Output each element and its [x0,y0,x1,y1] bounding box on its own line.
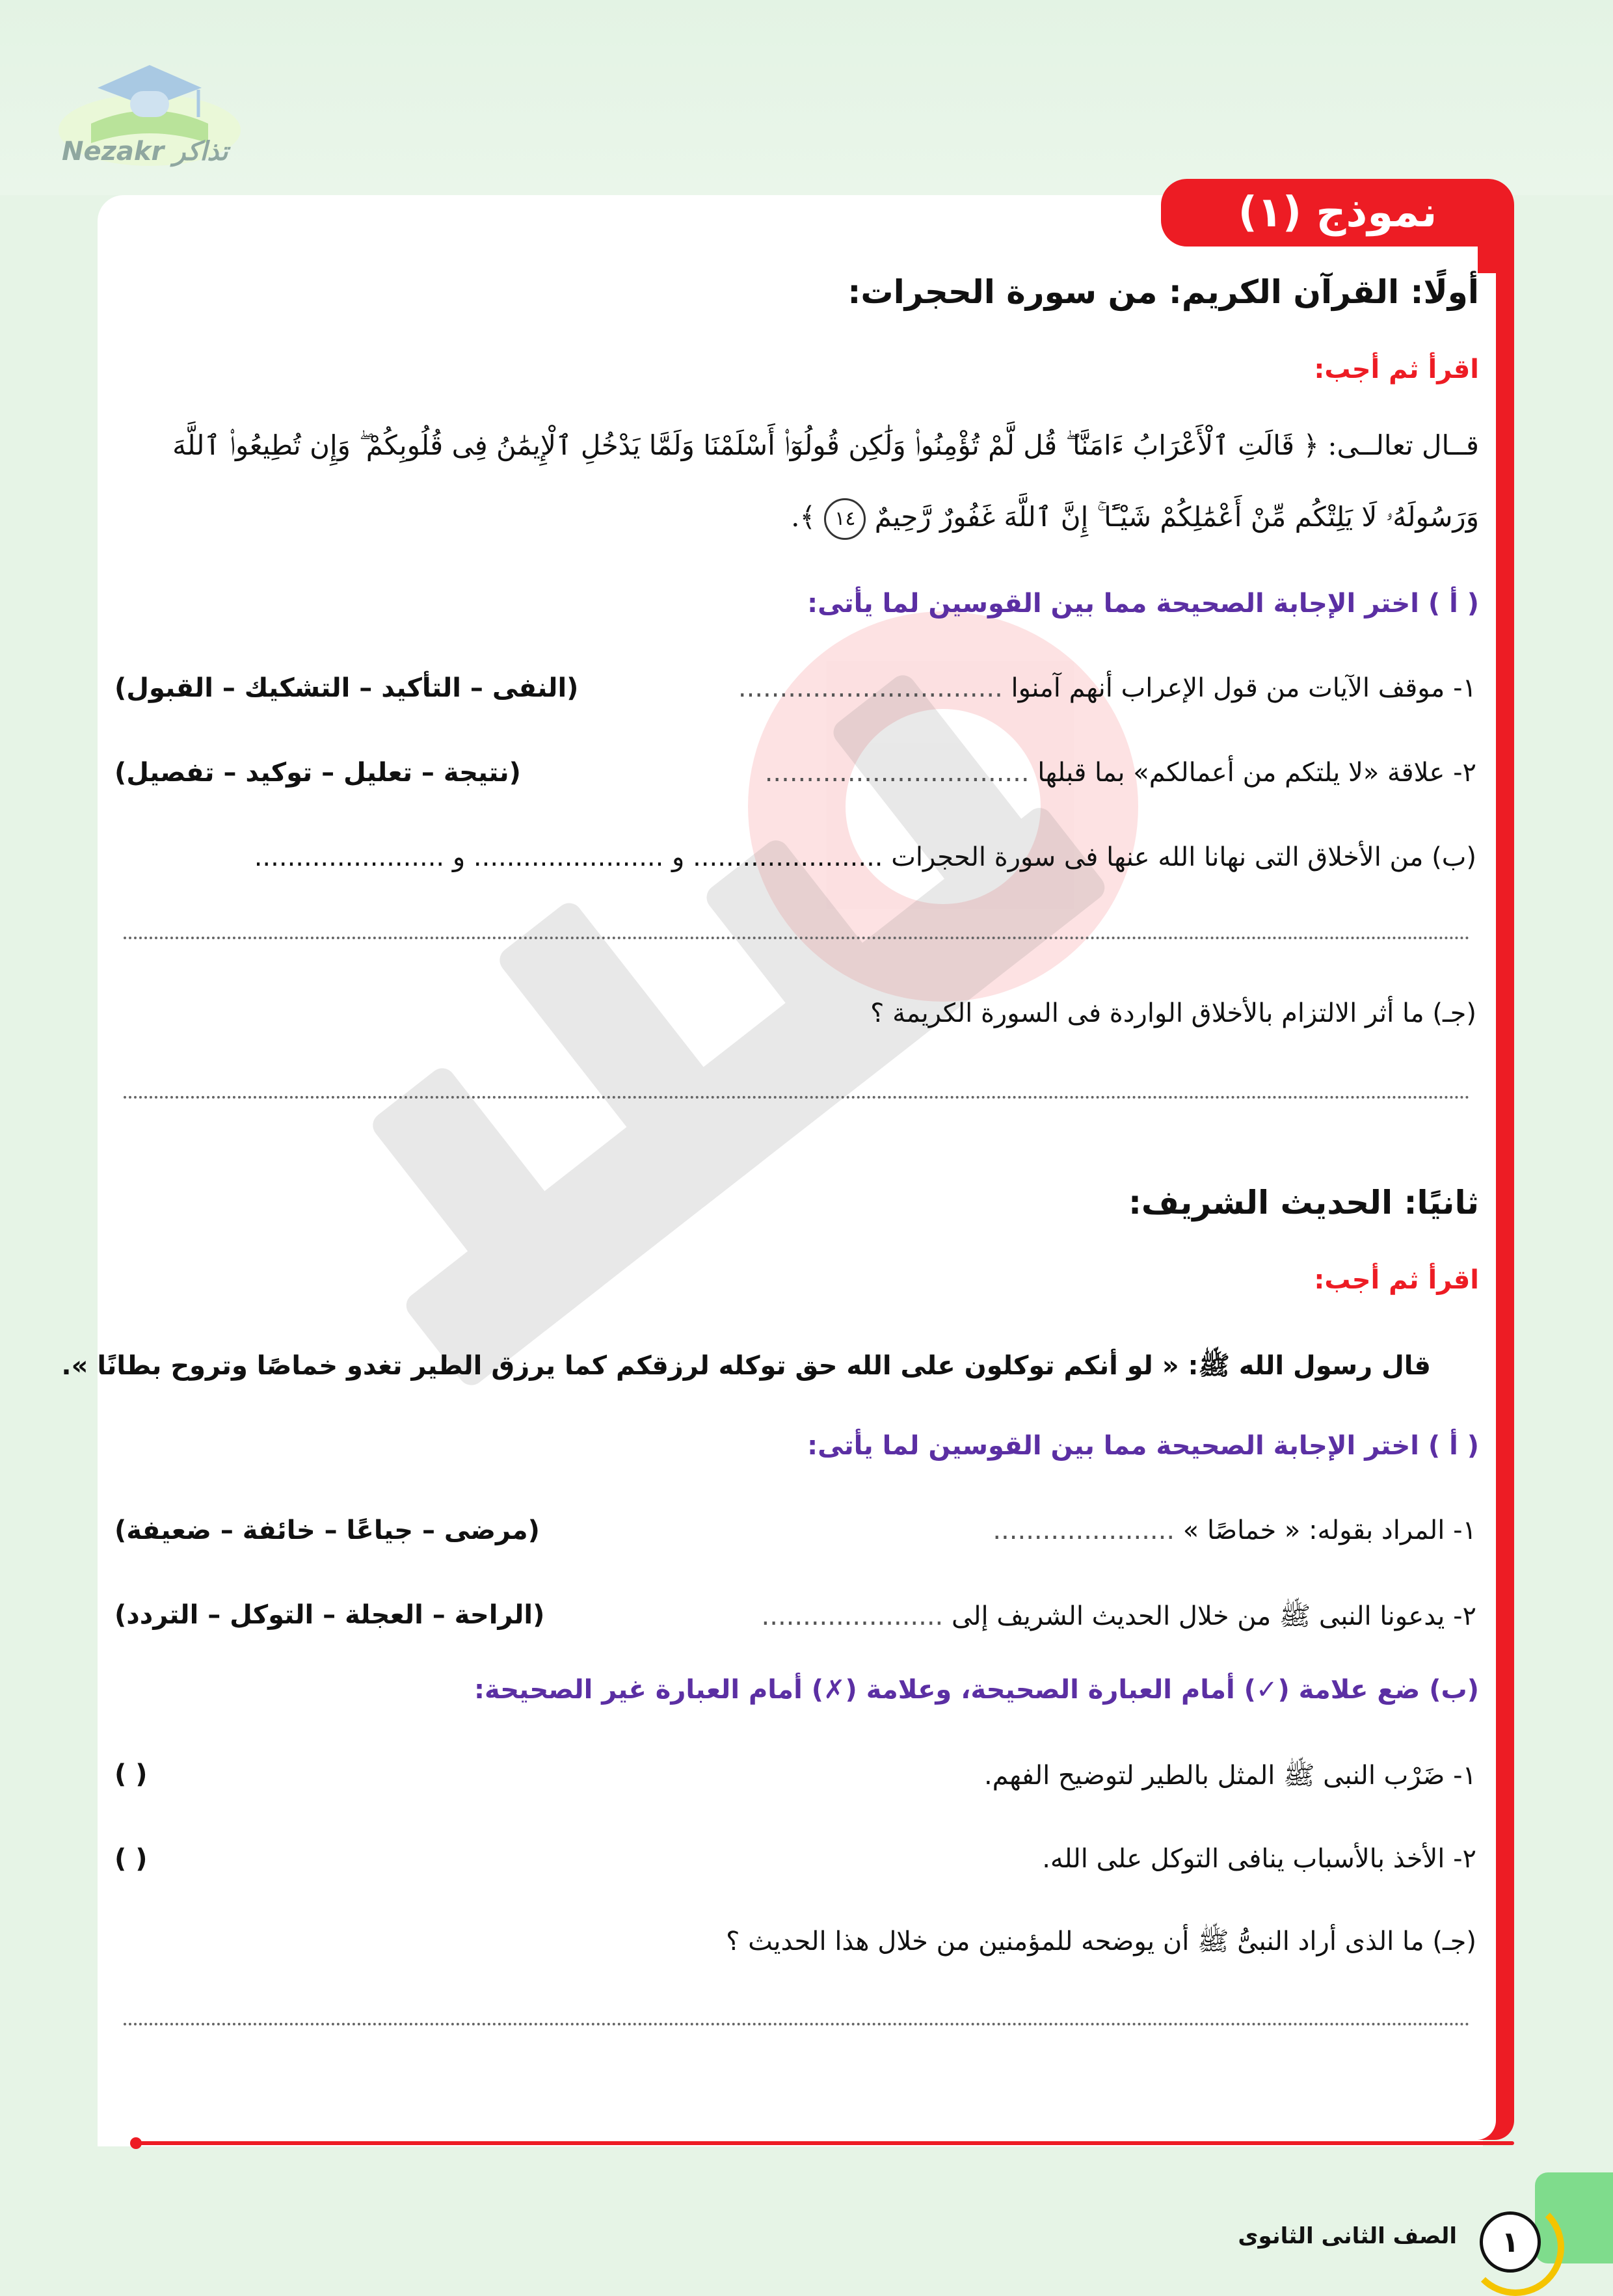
logo-text: Nezakr تذاكر [62,137,228,167]
section1-question-b[interactable]: (ب) من الأخلاق التى نهانا الله عنها فى سورة الحجرات ....................... و ....................... و ....................... [254,842,1476,872]
section2-question-a: ( أ ) اختر الإجابة الصحيحة مما بين القوسين لما يأتى: [807,1431,1479,1461]
s1-item-2-options: (نتيجة – تعليل – توكيد – تفصيل) [114,758,521,788]
s1-item-1-options: (النفى – التأكيد – التشكيك – القبول) [114,673,579,703]
bottom-divider-dot [130,2137,142,2149]
s2-item-1-options: (مرضى – جياعًا – خائفة – ضعيفة) [114,1515,540,1545]
quran-verse [139,410,1479,553]
section1-heading: أولًا: القرآن الكريم: من سورة الحجرات: [847,273,1479,311]
section2-instruction: اقرأ ثم أجب: [1314,1265,1479,1295]
page-title: نموذج (١) [1161,179,1514,247]
s1-item-1 [738,673,1476,703]
hadith-text: قال رسول الله ﷺ: « لو أنكم توكلون على الله حق توكله لرزقكم كما يرزق الطير تغدو خماصًا وتروح بطانًا ». [61,1351,1431,1381]
s2-item-1-text: ١- المراد بقوله: « خماصًا » [1182,1515,1476,1545]
answer-line[interactable] [124,937,1470,939]
tf-item-1-box[interactable]: ( ) [114,1759,148,1789]
section2-question-b: (ب) ضع علامة (✓) أمام العبارة الصحيحة، وعلامة (✗) أمام العبارة غير الصحيحة: [473,1675,1479,1705]
page-number: ١ [1480,2211,1541,2273]
s1-item-1-text: ١- موقف الآيات من قول الإعراب أنهم آمنوا [1011,673,1476,703]
s1-item-2-blank[interactable]: ................................ [764,758,1030,788]
verse-close: ﴾. [791,501,816,533]
section1-question-a: ( أ ) اختر الإجابة الصحيحة مما بين القوسين لما يأتى: [807,589,1479,619]
answer-line[interactable] [124,2023,1470,2025]
s1-item-2-text: ٢- علاقة «لا يلتكم من أعمالكم» بما قبلها [1037,758,1476,788]
section2-question-c: (جـ) ما الذى أراد النبىُّ ﷺ أن يوضحه للمؤمنين من خلال هذا الحديث ؟ [726,1927,1476,1956]
s2-item-2 [762,1600,1476,1638]
verse-number: ١٤ [824,498,866,540]
verse-line1: قــال تعالــى: ﴿ قَالَتِ ٱلْأَعْرَابُ ءَامَنَّا ۖ قُل لَّمْ تُؤْمِنُوا۟ وَلَٰكِن قُولُوٓا۟ أَسْلَمْنَا وَلَمَّا يَدْخُلِ ٱلْإِيمَٰنُ فِى قُلُوبِكُمْ ۖ وَإِن تُطِيعُوا۟ ٱللَّهَ وَرَسُولَهُۥ لَا [172,429,1479,533]
s1-item-1-blank[interactable]: ................................ [738,673,1003,703]
s2-item-1-blank[interactable]: ...................... [993,1515,1175,1545]
s2-item-2-text: ٢- يدعونا النبى ﷺ من خلال الحديث الشريف إلى [951,1601,1476,1631]
s2-item-1 [993,1515,1476,1545]
s1-item-2 [765,758,1476,788]
answer-line[interactable] [124,1096,1470,1099]
verse-line2: يَلِتْكُم مِّنْ أَعْمَٰلِكُمْ شَيْـًٔا ۚ إِنَّ ٱللَّهَ غَفُورٌ رَّحِيمٌ [874,501,1353,533]
section1-instruction: اقرأ ثم أجب: [1314,354,1479,384]
s2-item-2-blank[interactable]: ...................... [761,1601,944,1631]
tf-item-2-text: ٢- الأخذ بالأسباب ينافى التوكل على الله. [1042,1844,1476,1874]
s2-item-2-options: (الراحة – العجلة – التوكل – التردد) [114,1600,545,1630]
section1-question-c: (جـ) ما أثر الالتزام بالأخلاق الواردة فى السورة الكريمة ؟ [870,998,1476,1028]
bottom-divider [135,2141,1514,2145]
tf-item-1-text: ١- ضَرْب النبى ﷺ المثل بالطير لتوضيح الفهم. [983,1761,1476,1791]
tf-item-2-box[interactable]: ( ) [114,1844,148,1874]
grade-label: الصف الثانى الثانوى [1238,2223,1457,2249]
section2-heading: ثانيًا: الحديث الشريف: [1128,1184,1479,1221]
